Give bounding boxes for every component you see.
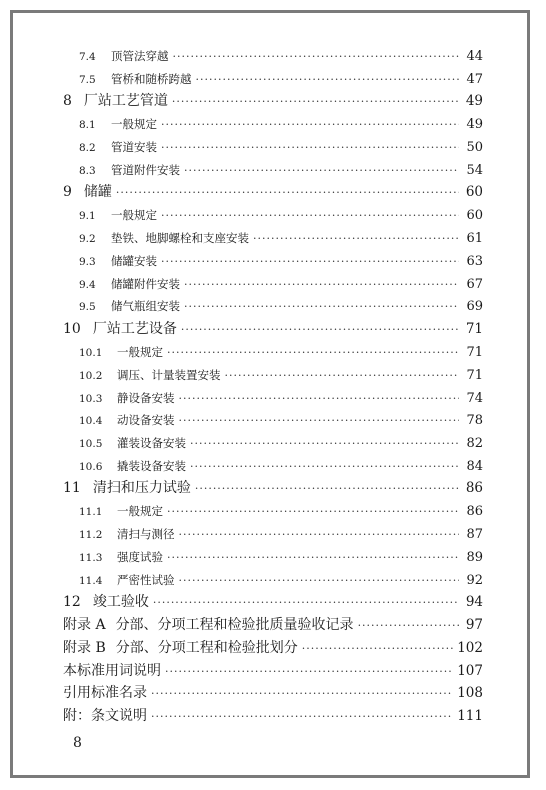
toc-entry-title: 管道附件安装 xyxy=(111,163,180,177)
toc-leader-dots xyxy=(173,47,460,67)
toc-leader-dots xyxy=(153,593,459,613)
toc-entry-page: 94 xyxy=(465,594,483,610)
toc-entry-page: 44 xyxy=(466,49,483,64)
toc-entry-title: 清扫与测径 xyxy=(117,527,175,541)
toc-leader-dots xyxy=(116,183,459,203)
toc-leader-dots xyxy=(190,457,459,477)
toc-entry-title: 清扫和压力试验 xyxy=(92,480,191,496)
toc-entry-title: 一般规定 xyxy=(117,504,163,518)
toc-entry-number: 7.4 xyxy=(79,51,96,63)
toc-leader-dots xyxy=(167,548,459,568)
toc-leader-dots xyxy=(184,275,459,295)
toc-entry-title: 厂站工艺管道 xyxy=(83,93,168,109)
toc-chapter[interactable] xyxy=(63,592,483,612)
toc-entry[interactable] xyxy=(79,365,483,385)
toc-entry-title: 分部、分项工程和检验批划分 xyxy=(115,640,298,656)
toc-entry-number: 7.5 xyxy=(79,74,96,86)
toc-leader-dots xyxy=(161,252,459,272)
toc-entry-page: 107 xyxy=(457,663,483,679)
toc-entry[interactable] xyxy=(79,410,483,430)
toc-entry-number: 11.2 xyxy=(79,529,103,541)
toc-leader-dots xyxy=(172,92,459,112)
toc-leader-dots xyxy=(161,138,459,158)
toc-leader-dots xyxy=(196,70,460,90)
toc-leader-dots xyxy=(181,320,459,340)
toc-entry[interactable] xyxy=(79,251,483,271)
toc-entry-title: 厂站工艺设备 xyxy=(92,321,177,337)
toc-entry-number: 8.1 xyxy=(79,119,96,131)
toc-entry[interactable] xyxy=(79,456,483,476)
toc-entry[interactable] xyxy=(79,524,483,544)
toc-entry-number: 附录 A xyxy=(63,617,106,633)
toc-entry-number: 10.5 xyxy=(79,438,103,450)
toc-entry-page: 102 xyxy=(457,640,483,656)
toc-entry-number: 12 xyxy=(63,594,81,610)
toc-entry-page: 67 xyxy=(466,277,483,292)
toc-entry-title: 动设备安装 xyxy=(117,413,175,427)
table-of-contents xyxy=(13,13,527,775)
toc-entry-page: 108 xyxy=(457,685,483,701)
toc-entry-page: 74 xyxy=(466,391,483,406)
toc-entry[interactable] xyxy=(79,69,483,89)
toc-entry-title: 引用标准名录 xyxy=(63,685,147,701)
toc-entry-page: 71 xyxy=(466,345,483,360)
toc-entry-title: 本标准用词说明 xyxy=(63,663,161,679)
toc-entry-title: 竣工验收 xyxy=(92,594,149,610)
toc-entry-number: 10.4 xyxy=(79,415,103,427)
toc-entry-title: 灌装设备安装 xyxy=(117,436,186,450)
toc-leader-dots xyxy=(179,571,460,591)
toc-appendix[interactable] xyxy=(63,638,483,658)
toc-entry-page: 82 xyxy=(466,436,483,451)
toc-leader-dots xyxy=(151,684,453,704)
toc-entry-title: 一般规定 xyxy=(111,117,157,131)
toc-entry-title: 储罐 xyxy=(83,184,112,200)
toc-entry-title: 撬装设备安装 xyxy=(117,459,186,473)
toc-entry-title: 管道安装 xyxy=(111,140,157,154)
toc-leader-dots xyxy=(179,389,460,409)
toc-chapter[interactable] xyxy=(63,319,483,339)
toc-entry[interactable] xyxy=(79,547,483,567)
toc-entry-number: 10 xyxy=(63,321,81,337)
toc-entry-title: 储气瓶组安装 xyxy=(111,299,180,313)
toc-entry-title: 附：条文说明 xyxy=(63,708,147,724)
toc-backmatter[interactable] xyxy=(63,706,483,726)
toc-entry-page: 89 xyxy=(466,550,483,565)
toc-leader-dots xyxy=(165,662,453,682)
toc-entry-number: 9.3 xyxy=(79,256,96,268)
toc-entry-page: 49 xyxy=(466,117,483,132)
toc-entry-page: 47 xyxy=(466,72,483,87)
toc-entry-page: 60 xyxy=(465,184,483,200)
toc-entry-number: 11.4 xyxy=(79,575,103,587)
toc-leader-dots xyxy=(184,297,459,317)
toc-entry-number: 10.6 xyxy=(79,461,103,473)
toc-leader-dots xyxy=(161,206,459,226)
toc-entry[interactable] xyxy=(79,46,483,66)
toc-entry[interactable] xyxy=(79,570,483,590)
toc-chapter[interactable] xyxy=(63,91,483,111)
toc-entry-page: 54 xyxy=(466,163,483,178)
toc-leader-dots xyxy=(195,479,459,499)
page-frame xyxy=(10,10,530,778)
toc-leader-dots xyxy=(179,411,460,431)
toc-entry-page: 92 xyxy=(466,573,483,588)
toc-entry[interactable] xyxy=(79,501,483,521)
toc-entry-page: 84 xyxy=(466,459,483,474)
toc-entry-title: 调压、计量装置安装 xyxy=(117,368,221,382)
toc-entry-title: 管桥和随桥跨越 xyxy=(111,72,192,86)
toc-entry-page: 50 xyxy=(466,140,483,155)
toc-entry[interactable] xyxy=(79,274,483,294)
toc-backmatter[interactable] xyxy=(63,683,483,703)
toc-entry-number: 11.3 xyxy=(79,552,103,564)
toc-leader-dots xyxy=(161,115,459,135)
toc-entry-number: 11 xyxy=(63,480,81,496)
toc-entry-number: 附录 B xyxy=(63,640,106,656)
toc-leader-dots xyxy=(167,343,459,363)
toc-entry[interactable] xyxy=(79,205,483,225)
toc-entry-page: 49 xyxy=(465,93,483,109)
toc-entry-number: 8.2 xyxy=(79,142,96,154)
toc-entry-title: 严密性试验 xyxy=(117,573,175,587)
toc-entry-title: 储罐安装 xyxy=(111,254,157,268)
toc-entry-page: 60 xyxy=(466,208,483,223)
toc-entry-page: 87 xyxy=(466,527,483,542)
toc-backmatter[interactable] xyxy=(63,661,483,681)
toc-entry-number: 8.3 xyxy=(79,165,96,177)
toc-entry[interactable] xyxy=(79,114,483,134)
toc-entry-title: 顶管法穿越 xyxy=(111,49,169,63)
toc-entry-number: 9.2 xyxy=(79,233,96,245)
toc-entry-title: 垫铁、地脚螺栓和支座安装 xyxy=(111,231,249,245)
toc-entry-title: 一般规定 xyxy=(111,208,157,222)
toc-entry-title: 静设备安装 xyxy=(117,391,175,405)
toc-entry-page: 97 xyxy=(465,617,483,633)
toc-leader-dots xyxy=(167,502,459,522)
toc-chapter[interactable] xyxy=(63,182,483,202)
toc-entry-title: 分部、分项工程和检验批质量验收记录 xyxy=(115,617,354,633)
toc-leader-dots xyxy=(179,525,460,545)
toc-entry-number: 9.1 xyxy=(79,210,96,222)
toc-entry[interactable] xyxy=(79,433,483,453)
toc-entry-page: 86 xyxy=(465,480,483,496)
toc-entry[interactable] xyxy=(79,160,483,180)
toc-leader-dots xyxy=(253,229,459,249)
page-number: 8 xyxy=(73,735,82,751)
toc-entry-number: 10.2 xyxy=(79,370,103,382)
toc-entry-number: 9.4 xyxy=(79,279,96,291)
toc-entry-title: 储罐附件安装 xyxy=(111,277,180,291)
toc-leader-dots xyxy=(302,639,453,659)
toc-entry-page: 71 xyxy=(465,321,483,337)
toc-entry-number: 8 xyxy=(63,93,72,109)
toc-entry[interactable] xyxy=(79,342,483,362)
toc-entry-title: 一般规定 xyxy=(117,345,163,359)
toc-entry-number: 9.5 xyxy=(79,301,96,313)
toc-entry-page: 111 xyxy=(457,708,483,724)
toc-entry-number: 10.1 xyxy=(79,347,103,359)
toc-entry-page: 63 xyxy=(466,254,483,269)
toc-entry-page: 71 xyxy=(466,368,483,383)
toc-entry[interactable] xyxy=(79,137,483,157)
toc-entry-number: 10.3 xyxy=(79,393,103,405)
toc-leader-dots xyxy=(151,707,453,727)
toc-leader-dots xyxy=(358,616,459,636)
toc-entry-page: 69 xyxy=(466,299,483,314)
toc-entry-number: 9 xyxy=(63,184,72,200)
toc-entry-page: 78 xyxy=(466,413,483,428)
toc-entry[interactable] xyxy=(79,388,483,408)
toc-chapter[interactable] xyxy=(63,478,483,498)
toc-entry-number: 11.1 xyxy=(79,506,103,518)
toc-leader-dots xyxy=(184,161,459,181)
toc-entry-page: 86 xyxy=(466,504,483,519)
toc-entry[interactable] xyxy=(79,228,483,248)
toc-appendix[interactable] xyxy=(63,615,483,635)
toc-entry-page: 61 xyxy=(466,231,483,246)
toc-entry[interactable] xyxy=(79,296,483,316)
toc-leader-dots xyxy=(225,366,460,386)
toc-entry-title: 强度试验 xyxy=(117,550,163,564)
toc-leader-dots xyxy=(190,434,459,454)
